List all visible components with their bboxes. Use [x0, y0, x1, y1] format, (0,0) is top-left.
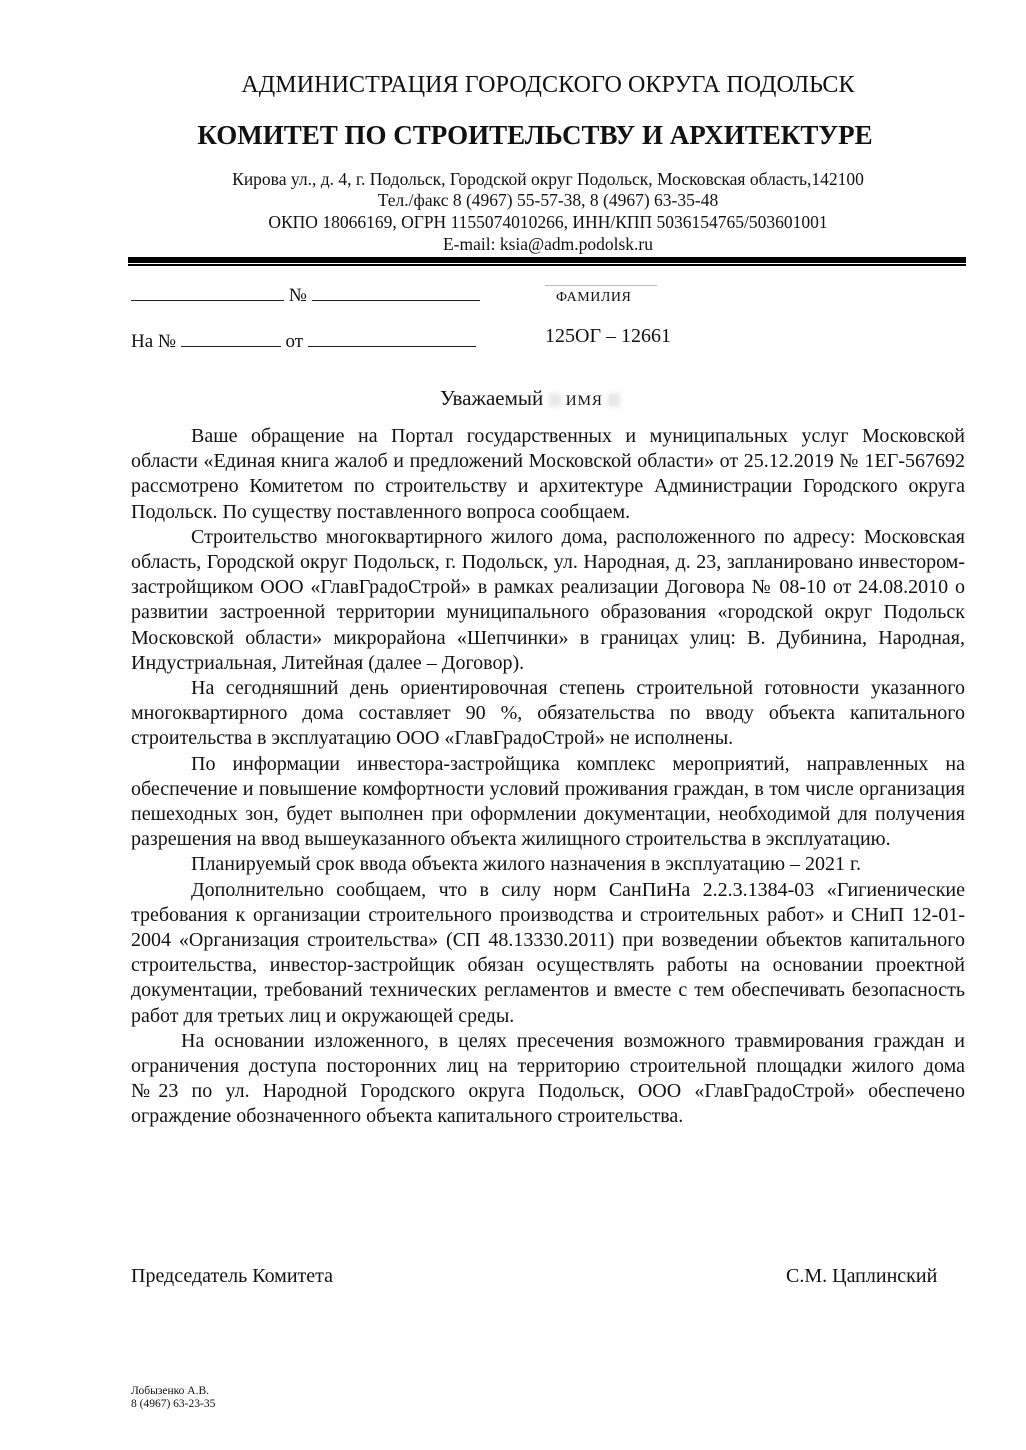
body-paragraph: На основании изложенного, в целях пресечения возможного травмирования граждан и ограничения доступа посторонних лиц на территорию строительной площадки жилого дома №23 по ул. Народной Городского округа Подольск, ООО «ГлавГрадоСтрой» обеспечено ограждение обозначенного объекта капитального строительства.	[131, 1029, 965, 1128]
greeting	[440, 386, 620, 411]
body-paragraph: На сегодняшний день ориентировочная степень строительной готовности указанного многоквартирного дома составляет 90 %, обязательства по вводу объекта капитального строительства в эксплуатацию ООО «ГлавГрадоСтрой» не исполнены.	[131, 677, 965, 750]
reply-number-blank	[181, 328, 281, 347]
reply-date-blank	[308, 328, 476, 347]
registry-line: ОКПО 18066169, ОГРН 1155074010266, ИНН/КПП 5036154765/503601001	[268, 212, 828, 232]
body-paragraph: Ваше обращение на Портал государственных и муниципальных услуг Московской области «Единая книга жалоб и предложений Московской области» от 25.12.2019 № 1ЕГ-567692 рассмотрено Комитетом по строительству и архитектуре Администрации Городского округа Подольск. По существу поставленного вопроса сообщаем.	[131, 425, 965, 523]
letter-body	[131, 424, 965, 1130]
reply-reference-row	[131, 328, 476, 353]
body-paragraph: Строительство многоквартирного жилого дома, расположенного по адресу: Московская область, Городской округ Подольск, г. Подольск, ул. Народная, д. 23, запланировано инвестором-застройщиком ООО «ГлавГрадоСтрой» в рамках реализации Договора № 08-10 от 24.08.2010 о развитии застроенной территории муниципального образования «городской округ Подольск Московской области» микрорайона «Шепчинки» в границах улиц: В. Дубинина, Народная, Индустриальная, Литейная (далее – Договор).	[131, 525, 965, 674]
signer-title: Председатель Комитета	[131, 1265, 334, 1287]
committee-heading: КОМИТЕТ ПО СТРОИТЕЛЬСТВУ И АРХИТЕКТУРЕ	[197, 120, 873, 150]
recipient-name: ИМЯ	[565, 393, 603, 409]
address-line: Кирова ул., д. 4, г. Подольск, Городской округ Подольск, Московская область,142100	[232, 169, 864, 189]
number-sign-label: №	[288, 285, 307, 306]
email-line: E-mail: ksia@adm.podolsk.ru	[442, 234, 654, 254]
body-paragraph: По информации инвестора-застройщика комплекс мероприятий, направленных на обеспечение и повышение комфортности условий проживания граждан, в том числе организация пешеходных зон, будет выполнен при оформлении документации, необходимой для получения разрешения на ввод вышеуказанного объекта жилищного строительства в эксплуатацию.	[131, 752, 965, 851]
letterhead-divider-thick	[128, 257, 966, 263]
executor-name: Лобызенко А.В.	[131, 1385, 209, 1397]
signer-name: С.М. Цаплинский	[786, 1265, 938, 1287]
from-label: от	[285, 331, 304, 352]
letterhead-divider-thin	[128, 264, 966, 266]
recipient-address-rule	[545, 285, 657, 286]
body-paragraph: Планируемый срок ввода объекта жилого назначения в эксплуатацию – 2021 г.	[191, 853, 861, 876]
reply-prefix-label: На №	[131, 331, 177, 352]
outgoing-number-row	[131, 282, 480, 307]
redacted-region	[549, 393, 561, 407]
greeting-prefix: Уважаемый	[440, 386, 544, 410]
executor-block	[131, 1385, 215, 1411]
recipient-surname: ФАМИЛИЯ	[556, 290, 632, 305]
executor-phone: 8 (4967) 63-23-35	[131, 1398, 216, 1410]
administration-heading: АДМИНИСТРАЦИЯ ГОРОДСКОГО ОКРУГА ПОДОЛЬСК	[241, 72, 855, 98]
registration-number: 125ОГ – 12661	[545, 325, 672, 347]
redacted-region	[608, 393, 620, 407]
outgoing-number-blank	[312, 282, 480, 301]
body-paragraph: Дополнительно сообщаем, что в силу норм СанПиНа 2.2.3.1384-03 «Гигиенические требования к организации строительного производства и строительных работ» и СНиП 12-01-2004 «Организация строительства» (СП 48.13330.2011) при возведении объектов капитального строительства, инвестор-застройщик обязан осуществлять работы на основании проектной документации, требований технических регламентов и вместе с тем обеспечивать безопасность работ для третьих лиц и окружающей среды.	[131, 878, 965, 1027]
outgoing-date-blank	[131, 282, 284, 301]
phone-line: Тел./факс 8 (4967) 55-57-38, 8 (4967) 63-35-48	[377, 190, 719, 210]
